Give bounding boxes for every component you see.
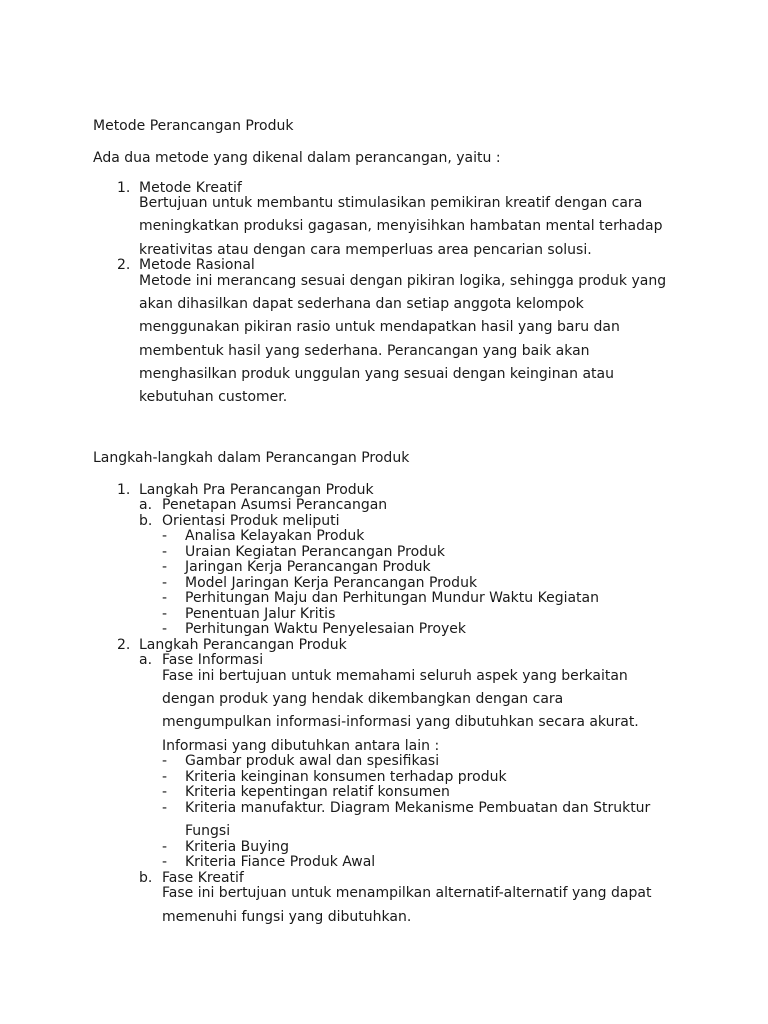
item-description-line: kreativitas atau dengan cara memperluas area pencarian solusi. bbox=[139, 242, 592, 258]
item-description-line: kebutuhan customer. bbox=[139, 389, 288, 405]
list-item-label: Metode Rasional bbox=[139, 257, 255, 273]
sub-list-label: Penetapan Asumsi Perancangan bbox=[162, 497, 388, 513]
item-description-line: Fase ini bertujuan untuk menampilkan alternatif-alternatif yang dapat bbox=[162, 885, 652, 901]
bullet-item: Kriteria Buying bbox=[185, 839, 290, 855]
list-number: 2. bbox=[117, 257, 131, 273]
bullet-item-continuation: Fungsi bbox=[185, 823, 231, 839]
bullet-item: Kriteria kepentingan relatif konsumen bbox=[185, 784, 450, 800]
item-description-line: memenuhi fungsi yang dibutuhkan. bbox=[162, 909, 412, 925]
item-description-line: mengumpulkan informasi-informasi yang dibutuhkan secara akurat. bbox=[162, 714, 639, 730]
sub-list-label: Fase Kreatif bbox=[162, 870, 244, 886]
item-description-line: Fase ini bertujuan untuk memahami seluruh aspek yang berkaitan bbox=[162, 668, 628, 684]
bullet-item: Analisa Kelayakan Produk bbox=[185, 528, 365, 544]
bullet-dash: - bbox=[162, 544, 168, 560]
item-description-line: meningkatkan produksi gagasan, menyisihkan hambatan mental terhadap bbox=[139, 218, 663, 234]
bullet-dash: - bbox=[162, 606, 168, 622]
bullet-dash: - bbox=[162, 590, 168, 606]
bullet-item: Kriteria manufaktur. Diagram Mekanisme Pembuatan dan Struktur bbox=[185, 800, 651, 816]
list-number: 1. bbox=[117, 482, 131, 498]
section-title: Langkah-langkah dalam Perancangan Produk bbox=[93, 450, 410, 466]
sub-list-letter: a. bbox=[139, 497, 153, 513]
sub-list-label: Fase Informasi bbox=[162, 652, 264, 668]
bullet-dash: - bbox=[162, 559, 168, 575]
bullet-dash: - bbox=[162, 800, 168, 816]
intro-paragraph: Ada dua metode yang dikenal dalam perancangan, yaitu : bbox=[93, 150, 501, 166]
bullet-dash: - bbox=[162, 839, 168, 855]
info-intro: Informasi yang dibutuhkan antara lain : bbox=[162, 738, 440, 754]
bullet-item: Perhitungan Maju dan Perhitungan Mundur Waktu Kegiatan bbox=[185, 590, 599, 606]
sub-list-letter: b. bbox=[139, 870, 153, 886]
sub-list-label: Orientasi Produk meliputi bbox=[162, 513, 340, 529]
item-description-line: Bertujuan untuk membantu stimulasikan pemikiran kreatif dengan cara bbox=[139, 195, 643, 211]
item-description-line: Metode ini merancang sesuai dengan pikiran logika, sehingga produk yang bbox=[139, 273, 667, 289]
item-description-line: menggunakan pikiran rasio untuk mendapatkan hasil yang baru dan bbox=[139, 319, 620, 335]
bullet-item: Jaringan Kerja Perancangan Produk bbox=[185, 559, 431, 575]
item-description-line: membentuk hasil yang sederhana. Perancangan yang baik akan bbox=[139, 343, 590, 359]
section-title: Metode Perancangan Produk bbox=[93, 118, 294, 134]
item-description-line: dengan produk yang hendak dikembangkan dengan cara bbox=[162, 691, 564, 707]
bullet-item: Kriteria keinginan konsumen terhadap produk bbox=[185, 769, 507, 785]
bullet-dash: - bbox=[162, 784, 168, 800]
list-item-label: Metode Kreatif bbox=[139, 180, 242, 196]
bullet-item: Perhitungan Waktu Penyelesaian Proyek bbox=[185, 621, 467, 637]
list-number: 2. bbox=[117, 637, 131, 653]
bullet-item: Uraian Kegiatan Perancangan Produk bbox=[185, 544, 445, 560]
list-item-label: Langkah Perancangan Produk bbox=[139, 637, 347, 653]
item-description-line: akan dihasilkan dapat sederhana dan setiap anggota kelompok bbox=[139, 296, 584, 312]
sub-list-letter: b. bbox=[139, 513, 153, 529]
bullet-item: Penentuan Jalur Kritis bbox=[185, 606, 336, 622]
bullet-dash: - bbox=[162, 854, 168, 870]
item-description-line: menghasilkan produk unggulan yang sesuai dengan keinginan atau bbox=[139, 366, 614, 382]
sub-list-letter: a. bbox=[139, 652, 153, 668]
list-number: 1. bbox=[117, 180, 131, 196]
bullet-item: Kriteria Fiance Produk Awal bbox=[185, 854, 376, 870]
bullet-item: Gambar produk awal dan spesifikasi bbox=[185, 753, 440, 769]
bullet-dash: - bbox=[162, 528, 168, 544]
bullet-dash: - bbox=[162, 575, 168, 591]
bullet-dash: - bbox=[162, 769, 168, 785]
list-item-label: Langkah Pra Perancangan Produk bbox=[139, 482, 374, 498]
bullet-dash: - bbox=[162, 621, 168, 637]
bullet-item: Model Jaringan Kerja Perancangan Produk bbox=[185, 575, 478, 591]
bullet-dash: - bbox=[162, 753, 168, 769]
